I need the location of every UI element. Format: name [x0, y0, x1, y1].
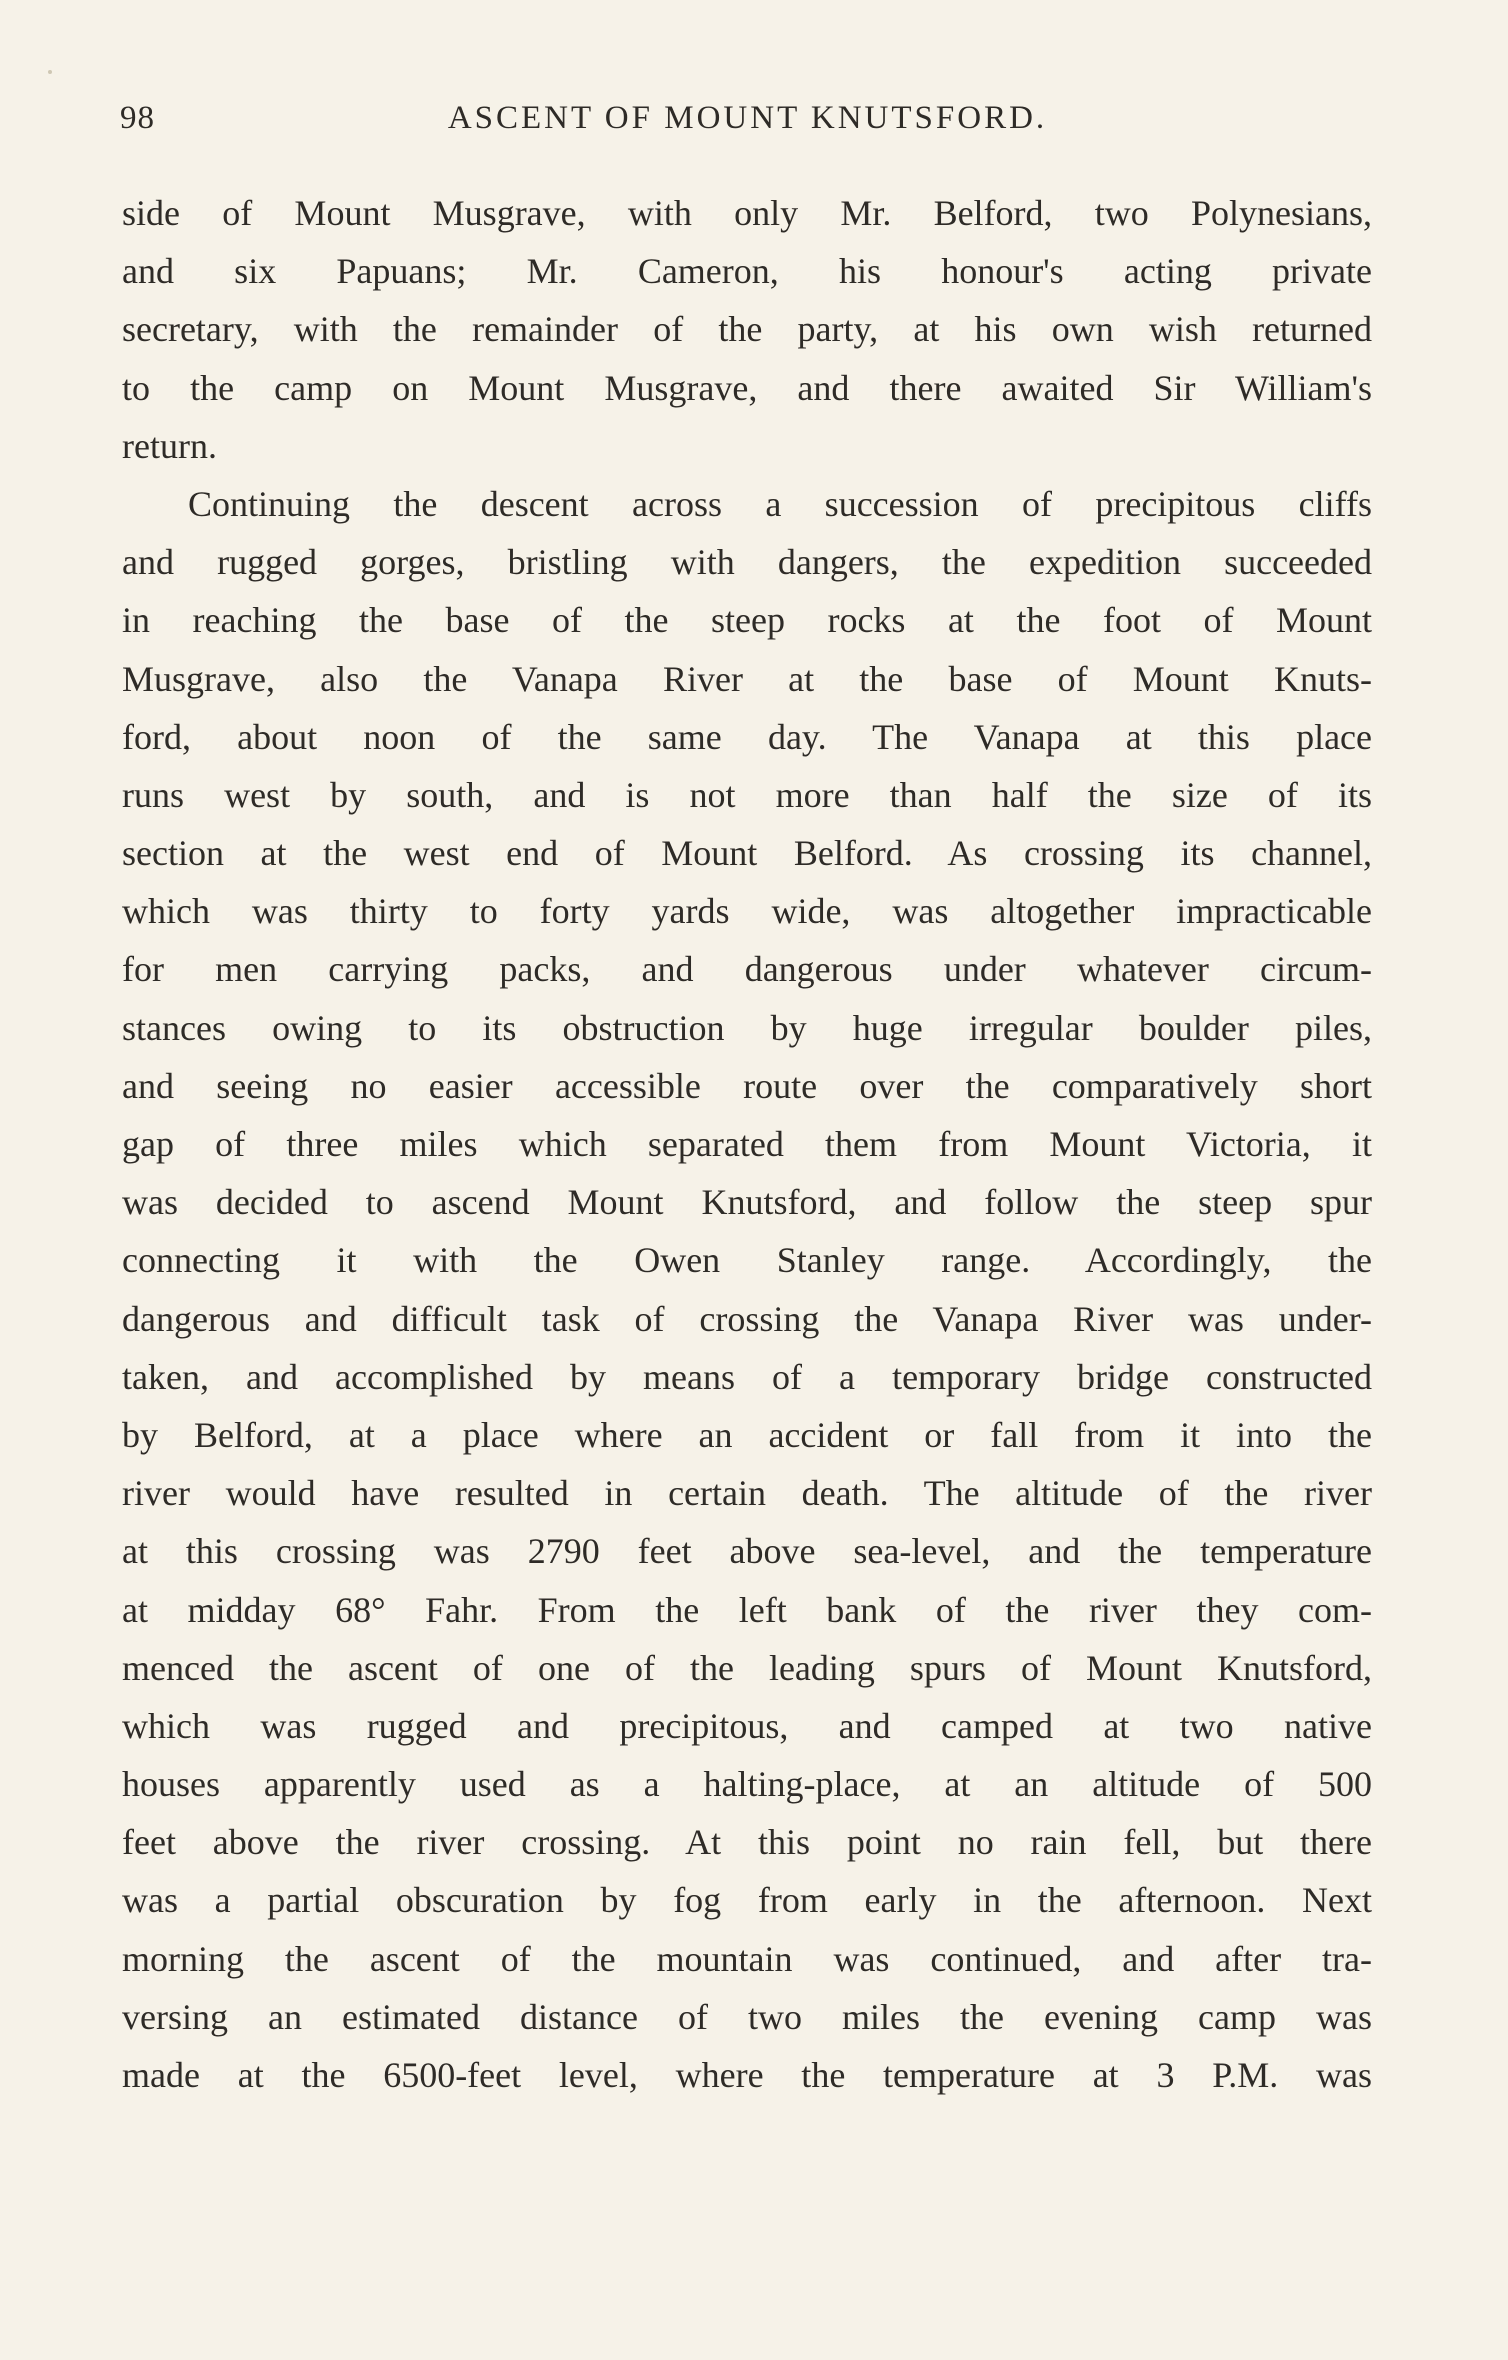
- text-line: ford, about noon of the same day. The Vanapa at this place: [122, 716, 1372, 757]
- running-title: ASCENT OF MOUNT KNUTSFORD.: [447, 100, 1048, 136]
- text-line: houses apparently used as a halting-place, at an altitude of 500: [122, 1764, 1372, 1805]
- text-line: at midday 68° Fahr. From the left bank of the river they com-: [122, 1589, 1372, 1630]
- text-line: runs west by south, and is not more than half the size of its: [122, 774, 1372, 815]
- paper-speck: [48, 70, 52, 74]
- text-line: dangerous and difficult task of crossing the Vanapa River was under-: [122, 1298, 1372, 1339]
- text-line: Continuing the descent across a succession of precipitous cliffs: [188, 483, 1372, 524]
- text-line: river would have resulted in certain death. The altitude of the river: [122, 1473, 1372, 1514]
- body-text: [122, 184, 1372, 2104]
- text-line: connecting it with the Owen Stanley range. Accordingly, the: [122, 1240, 1372, 1281]
- text-line: to the camp on Mount Musgrave, and there awaited Sir William's: [122, 367, 1372, 408]
- text-line: was a partial obscuration by fog from early in the afternoon. Next: [122, 1880, 1372, 1921]
- text-line: and six Papuans; Mr. Cameron, his honour's acting private: [122, 251, 1372, 292]
- text-line: stances owing to its obstruction by huge irregular boulder piles,: [122, 1007, 1372, 1048]
- text-line: secretary, with the remainder of the party, at his own wish returned: [122, 309, 1372, 350]
- text-line: which was thirty to forty yards wide, was altogether impracticable: [122, 891, 1372, 932]
- text-line: was decided to ascend Mount Knutsford, and follow the steep spur: [122, 1182, 1372, 1223]
- text-line: side of Mount Musgrave, with only Mr. Belford, two Polynesians,: [122, 193, 1372, 233]
- text-line: feet above the river crossing. At this point no rain fell, but there: [122, 1822, 1372, 1863]
- running-header: [120, 100, 1375, 160]
- text-line: at this crossing was 2790 feet above sea-level, and the temperature: [122, 1531, 1372, 1572]
- text-line: in reaching the base of the steep rocks at the foot of Mount: [122, 600, 1372, 641]
- text-line: menced the ascent of one of the leading spurs of Mount Knutsford,: [122, 1647, 1372, 1688]
- text-line: return.: [122, 425, 217, 466]
- text-line: versing an estimated distance of two miles the evening camp was: [122, 1996, 1372, 2037]
- text-line: morning the ascent of the mountain was continued, and after tra-: [122, 1938, 1372, 1979]
- text-line: made at the 6500-feet level, where the temperature at 3 P.M. was: [122, 2055, 1372, 2095]
- text-line: taken, and accomplished by means of a temporary bridge constructed: [122, 1356, 1372, 1397]
- text-line: and rugged gorges, bristling with dangers, the expedition succeeded: [122, 542, 1372, 583]
- text-line: Musgrave, also the Vanapa River at the base of Mount Knuts-: [122, 658, 1372, 699]
- page-number: 98: [120, 100, 155, 136]
- text-line: gap of three miles which separated them from Mount Victoria, it: [122, 1124, 1372, 1164]
- text-line: by Belford, at a place where an accident or fall from it into the: [122, 1414, 1372, 1455]
- text-line: and seeing no easier accessible route over the comparatively short: [122, 1065, 1372, 1106]
- text-line: which was rugged and precipitous, and camped at two native: [122, 1705, 1372, 1746]
- text-line: section at the west end of Mount Belford. As crossing its channel,: [122, 833, 1372, 874]
- text-line: for men carrying packs, and dangerous under whatever circum-: [122, 949, 1372, 990]
